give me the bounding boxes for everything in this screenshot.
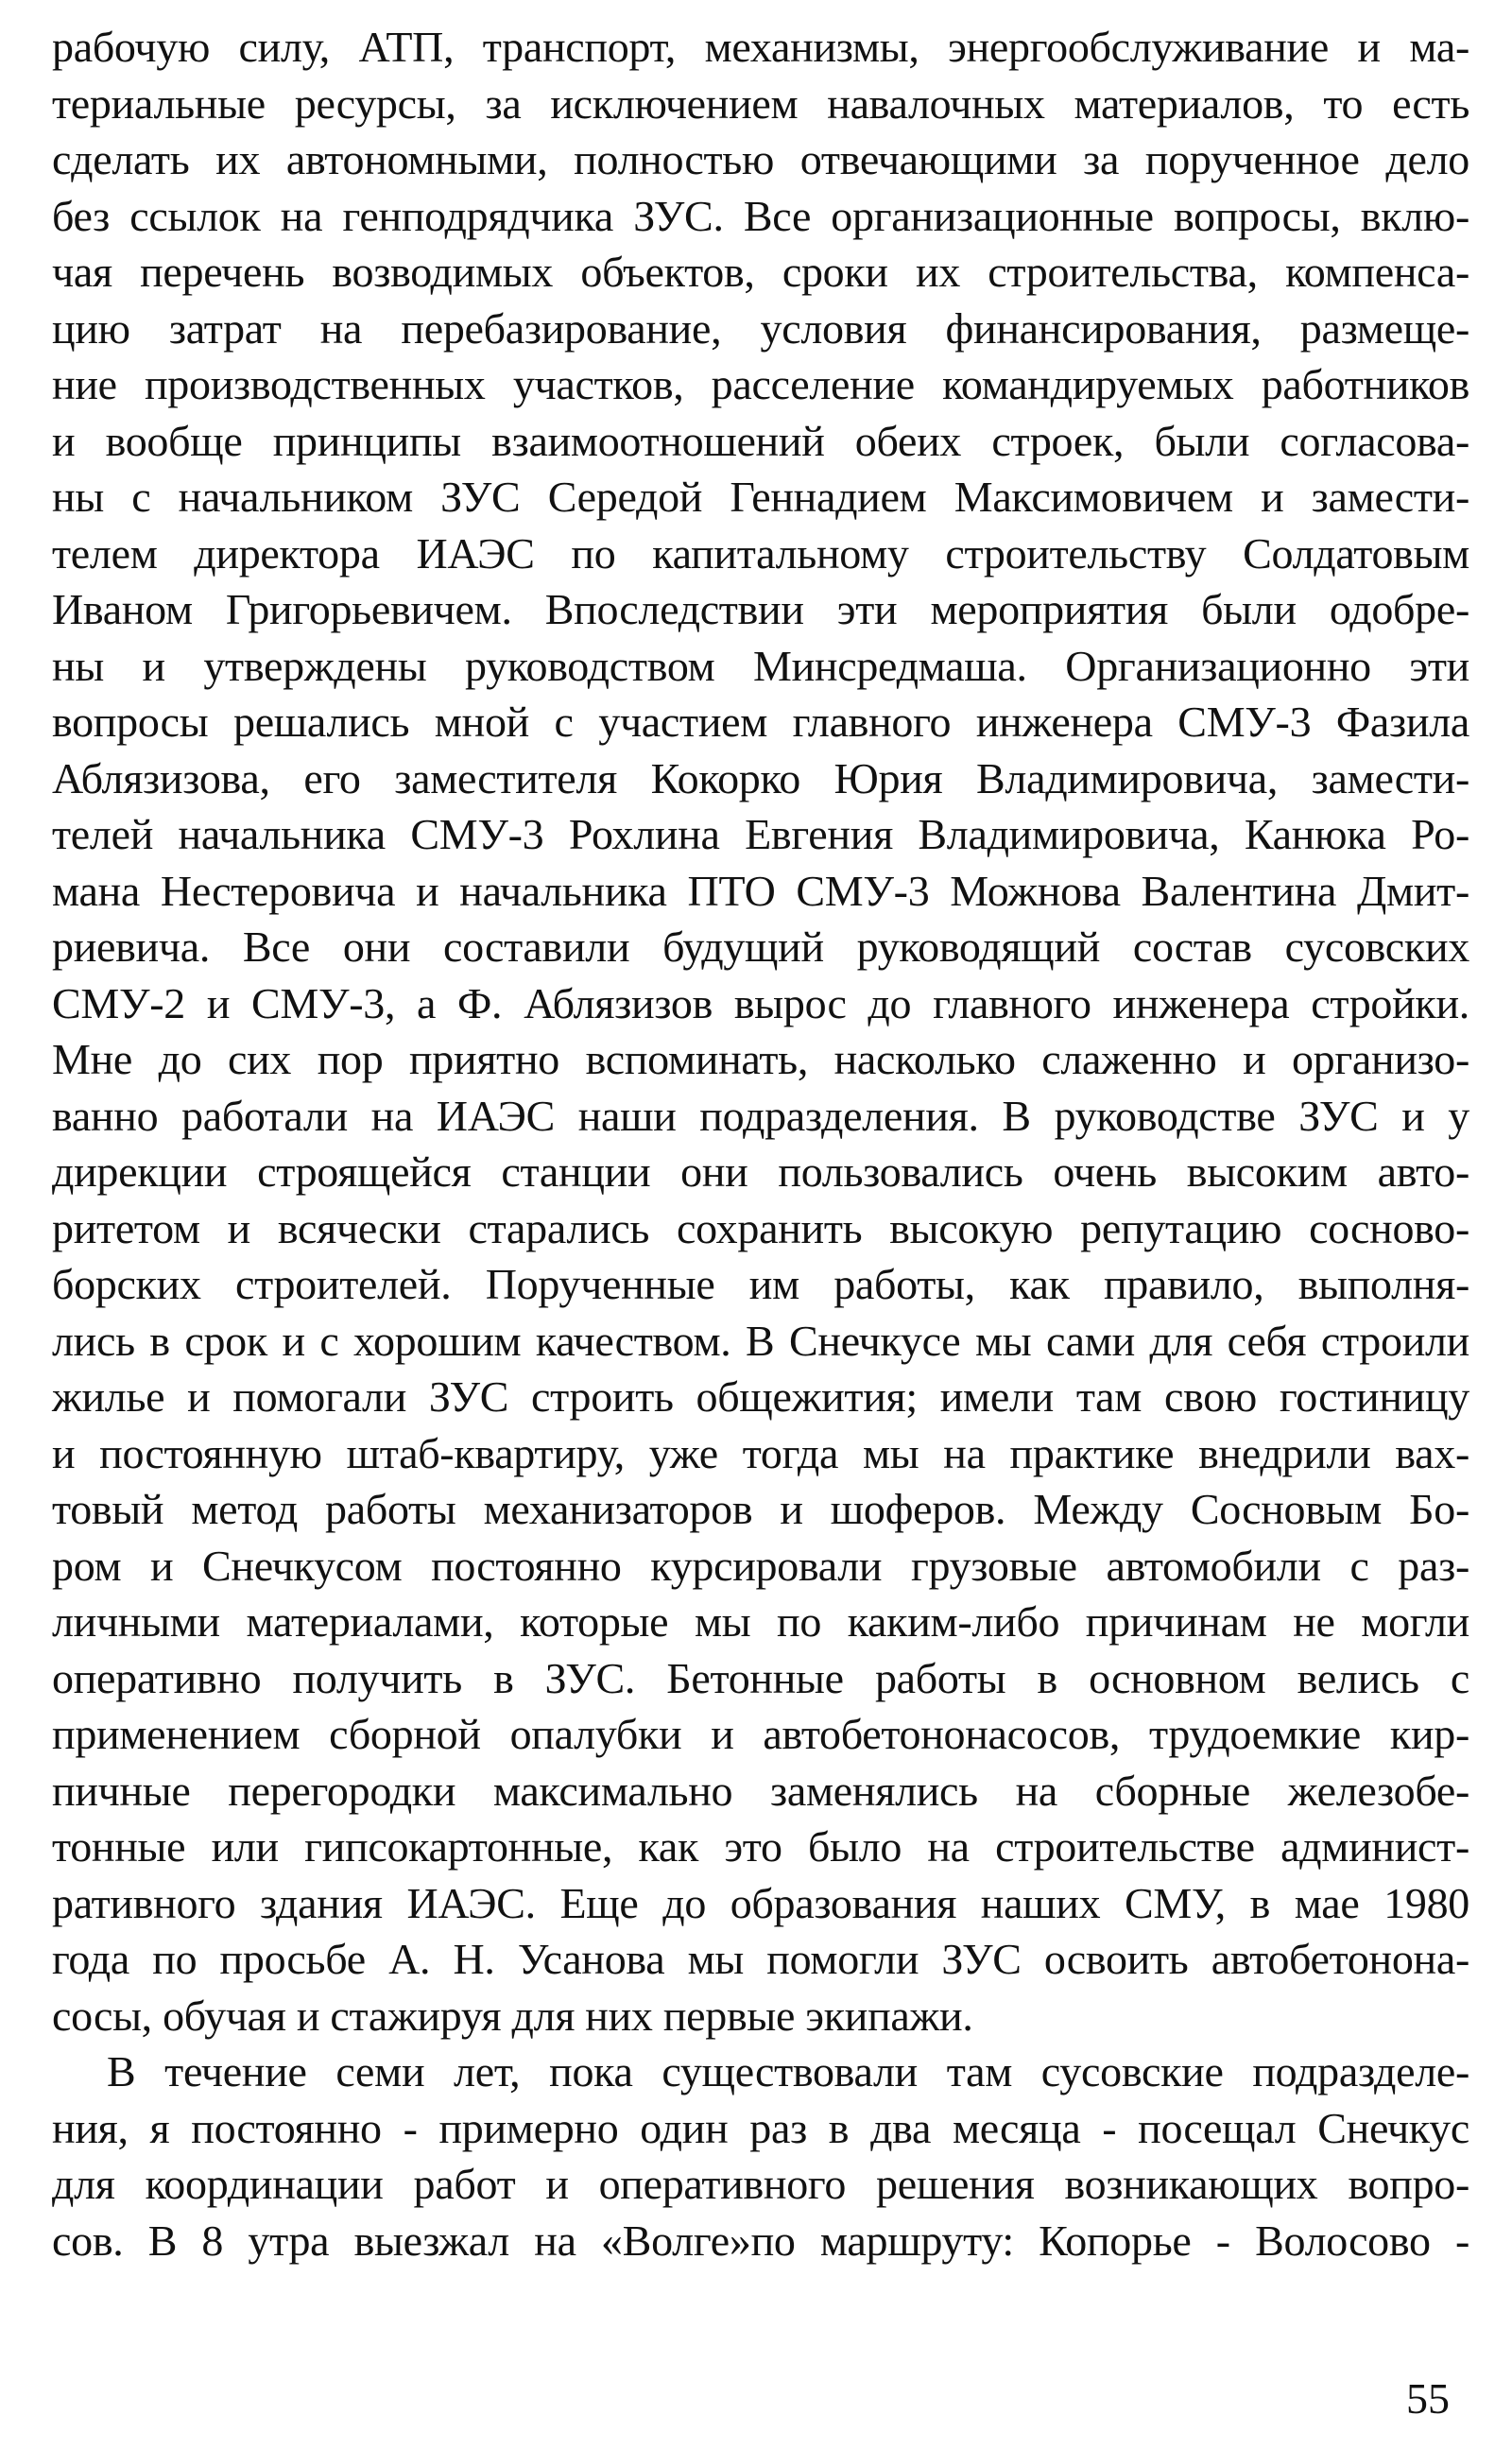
text-line: лись в срок и с хорошим качеством. В Снечкусе мы сами для себя строили [52,1316,1469,1365]
text-line: сов. В 8 утра выезжал на «Волге»по маршруту: Копорье - Волосово - [52,2216,1469,2265]
text-line: рабочую силу, АТП, транспорт, механизмы, энергообслуживание и ма- [52,23,1469,71]
text-line: ны с начальником ЗУС Середой Геннадием Максимовичем и замести- [52,473,1469,521]
text-line: сосы, обучая и стажируя для них первые экипажи. [52,1991,973,2040]
text-line: ны и утверждены руководством Минсредмаша. Организационно эти [52,641,1469,690]
text-line: цию затрат на перебазирование, условия финансирования, размеще- [52,303,1469,353]
text-line: сделать их автономными, полностью отвечающими за порученное дело [52,135,1469,183]
text-line: СМУ-2 и СМУ-3, а Ф. Аблязизов вырос до главного инженера стройки. [52,978,1469,1027]
text-line: мана Нестеровича и начальника ПТО СМУ-3 Можнова Валентина Дмит- [52,866,1469,915]
text-line: Иваном Григорьевичем. Впоследствии эти мероприятия были одобре- [52,585,1469,633]
paragraph-1 [52,19,1469,2044]
text-line: В течение семи лет, пока существовали там сусовские подразделе- [107,2047,1469,2095]
text-line: ванно работали на ИАЭС наши подразделения. В руководстве ЗУС и у [52,1091,1469,1140]
text-line: ния, я постоянно - примерно один раз в два месяца - посещал Снечкус [52,2103,1469,2152]
text-line: борских строителей. Порученные им работы, как правило, выполня- [52,1260,1469,1308]
paragraph-2 [52,2044,1469,2268]
text-line: и постоянную штаб-квартиру, уже тогда мы на практике внедрили вах- [52,1428,1469,1477]
text-line: телем директора ИАЭС по капитальному строительству Солдатовым [52,528,1469,578]
text-line: риевича. Все они составили будущий руководящий состав сусовских [52,923,1469,971]
text-line: тонные или гипсокартонные, как это было на строительстве админист- [52,1822,1469,1871]
text-line: и вообще принципы взаимоотношений обеих строек, были согласова- [52,416,1469,465]
text-line: телей начальника СМУ-3 Рохлина Евгения Владимировича, Канюка Ро- [52,810,1469,858]
text-line: жилье и помогали ЗУС строить общежития; имели там свою гостиницу [52,1372,1469,1421]
text-line: ритетом и всячески старались сохранить высокую репутацию сосново- [52,1203,1469,1252]
text-line: пичные перегородки максимально заменялись на сборные железобе- [52,1766,1469,1815]
text-line: личными материалами, которые мы по каким-либо причинам не могли [52,1597,1469,1646]
page-number: 55 [1406,2374,1450,2423]
text-line: чая перечень возводимых объектов, сроки их строительства, компенса- [52,248,1469,296]
text-line: Аблязизова, его заместителя Кокорко Юрия Владимировича, замести- [52,753,1469,802]
text-line: оперативно получить в ЗУС. Бетонные работы в основном велись с [52,1653,1469,1702]
text-line: товый метод работы механизаторов и шоферов. Между Сосновым Бо- [52,1485,1469,1533]
text-line: для координации работ и оперативного решения возникающих вопро- [52,2160,1469,2208]
text-line: года по просьбе А. Н. Усанова мы помогли ЗУС освоить автобетонона- [52,1935,1469,1983]
text-line: ративного здания ИАЭС. Еще до образования наших СМУ, в мае 1980 [52,1878,1469,1927]
page-text [52,19,1469,2268]
text-line: териальные ресурсы, за исключением навалочных материалов, то есть [52,78,1469,128]
text-line: дирекции строящейся станции они пользовались очень высоким авто- [52,1147,1469,1196]
text-line: вопросы решались мной с участием главного инженера СМУ-3 Фазила [52,698,1469,746]
text-line: без ссылок на генподрядчика ЗУС. Все организационные вопросы, вклю- [52,191,1469,240]
text-line: ром и Снечкусом постоянно курсировали грузовые автомобили с раз- [52,1541,1469,1590]
text-line: Мне до сих пор приятно вспоминать, насколько слаженно и организо- [52,1035,1469,1083]
text-line: применением сборной опалубки и автобетононасосов, трудоемкие кир- [52,1710,1469,1758]
text-line: ние производственных участков, расселение командируемых работников [52,360,1469,408]
